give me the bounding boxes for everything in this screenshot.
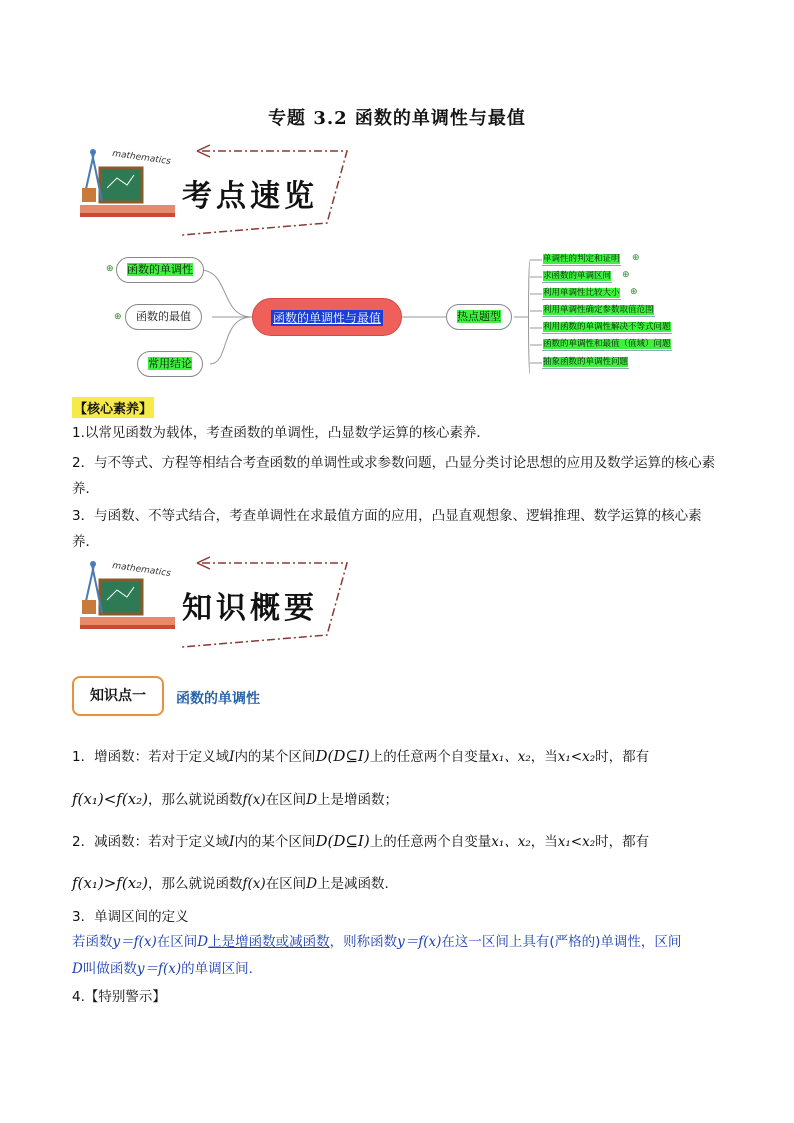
text: 内的某个区间	[234, 834, 316, 850]
text: 在区间	[265, 792, 307, 808]
text: 时，都有	[595, 834, 650, 850]
text: 上的任意两个自变量	[369, 749, 492, 765]
math-word: mathematics	[111, 148, 172, 168]
text: 上是增函数；	[317, 792, 399, 808]
node-label: 常用结论	[148, 357, 192, 370]
decreasing-def-line2	[72, 872, 732, 892]
subitem-label: 利用单调性确定参数取值范围	[543, 305, 654, 315]
mindmap-subitem[interactable]	[542, 321, 672, 334]
text: ，则称函数	[329, 934, 398, 950]
text: 在这一区间上具有(严格的)单调性，区间	[441, 934, 682, 950]
text: 2．减函数：若对于定义域	[72, 834, 230, 850]
expand-icon[interactable]: ⊕	[114, 312, 122, 322]
section-banner-zhishi	[72, 555, 362, 655]
math: f(x₁)<f(x₂)	[72, 790, 149, 808]
math: D	[72, 961, 83, 977]
text: 的单调区间．	[181, 961, 263, 977]
text: 在区间	[265, 876, 307, 892]
section-banner-kaodian	[72, 143, 362, 243]
math: f(x₁)>f(x₂)	[72, 874, 149, 892]
math: x₁<x₂	[557, 834, 596, 850]
node-label: 热点题型	[457, 310, 501, 323]
text: ，当	[530, 834, 558, 850]
section-4-heading: 4.【特别警示】	[72, 989, 166, 1005]
node-label: 函数的最值	[136, 310, 191, 323]
mindmap-subitem[interactable]	[542, 338, 672, 351]
page-title: 专题 3.2 函数的单调性与最值	[268, 108, 526, 129]
math: D	[306, 876, 318, 892]
mindmap-node-hot-topics[interactable]	[446, 304, 512, 330]
subitem-label: 单调性的判定和证明	[543, 254, 620, 264]
expand-icon[interactable]: ⊕	[106, 264, 114, 274]
mindmap-node-conclusions[interactable]	[137, 351, 203, 377]
core-paragraph-3: 3．与函数、不等式结合，考查单调性在求最值方面的应用，凸显直观想象、逻辑推理、数学运算的核心素养．	[72, 508, 702, 550]
decreasing-def-line1	[72, 830, 732, 850]
text: 1．增函数：若对于定义域	[72, 749, 230, 765]
math: D	[197, 934, 209, 950]
mindmap-node-extrema[interactable]	[125, 304, 202, 330]
math-word: mathematics	[111, 560, 172, 580]
text: ，那么就说函数	[148, 876, 243, 892]
knowledge-point-title: 函数的单调性	[176, 691, 260, 707]
text: 若函数	[72, 934, 113, 950]
text: 内的某个区间	[234, 749, 316, 765]
knowledge-point-box: 知识点一	[72, 676, 164, 716]
node-label: 函数的单调性	[127, 263, 193, 276]
core-paragraph-1: 1.以常见函数为载体，考查函数的单调性，凸显数学运算的核心素养．	[72, 425, 490, 441]
text: 在区间	[156, 934, 198, 950]
math: y＝f(x)	[397, 934, 442, 950]
subitem-label: 函数的单调性和最值（值域）问题	[543, 339, 671, 349]
section-3-line2	[72, 957, 732, 977]
mindmap-subitem[interactable]	[542, 270, 612, 283]
increasing-def-line1	[72, 745, 732, 765]
expand-icon[interactable]: ⊕	[630, 287, 638, 297]
increasing-def-line2	[72, 788, 732, 808]
core-paragraph-2: 2．与不等式、方程等相结合考查函数的单调性或求参数问题，凸显分类讨论思想的应用及数学运算的核心素养．	[72, 455, 716, 497]
core-literacy-tag: 【核心素养】	[72, 397, 154, 418]
mindmap-subitem[interactable]	[542, 287, 621, 300]
math: x₁、x₂	[491, 834, 531, 850]
subitem-label: 利用函数的单调性解决不等式问题	[543, 322, 671, 332]
mindmap-subitem[interactable]	[542, 304, 655, 317]
section-3-line1	[72, 930, 732, 950]
section-3-heading: 3．单调区间的定义	[72, 909, 189, 925]
mindmap-node-monotonicity[interactable]	[116, 257, 204, 283]
math: x₁<x₂	[557, 749, 596, 765]
expand-icon[interactable]: ⊕	[632, 253, 640, 263]
text: 叫做函数	[82, 961, 137, 977]
text: 上是减函数.	[317, 876, 389, 892]
text: 时，都有	[595, 749, 650, 765]
math: y＝f(x)	[136, 961, 182, 977]
subitem-label: 抽象函数的单调性问题	[543, 357, 629, 367]
text: 上的任意两个自变量	[369, 834, 492, 850]
subitem-label: 利用单调性比较大小	[543, 288, 620, 298]
text: 上是增函数或减函数	[208, 934, 330, 950]
subitem-label: 求函数的单调区间	[543, 271, 612, 281]
mindmap-subitem[interactable]	[542, 253, 621, 266]
math: I	[229, 749, 235, 765]
text: ，当	[530, 749, 558, 765]
expand-icon[interactable]: ⊕	[622, 270, 630, 280]
math: D(D⊆I)	[315, 747, 370, 765]
math: x₁、x₂	[491, 749, 531, 765]
text: ，那么就说函数	[148, 792, 243, 808]
mindmap-center-node[interactable]	[252, 298, 402, 336]
math: D	[306, 792, 318, 808]
math: D(D⊆I)	[315, 832, 370, 850]
math: I	[229, 834, 235, 850]
mindmap-subitem[interactable]	[542, 356, 629, 369]
banner-title: 知识概要	[182, 591, 318, 626]
mind-map	[100, 250, 700, 385]
math: f(x)	[242, 792, 266, 808]
math: y＝f(x)	[112, 934, 157, 950]
math: f(x)	[242, 876, 266, 892]
center-label: 函数的单调性与最值	[272, 311, 381, 325]
banner-title: 考点速览	[182, 179, 318, 214]
